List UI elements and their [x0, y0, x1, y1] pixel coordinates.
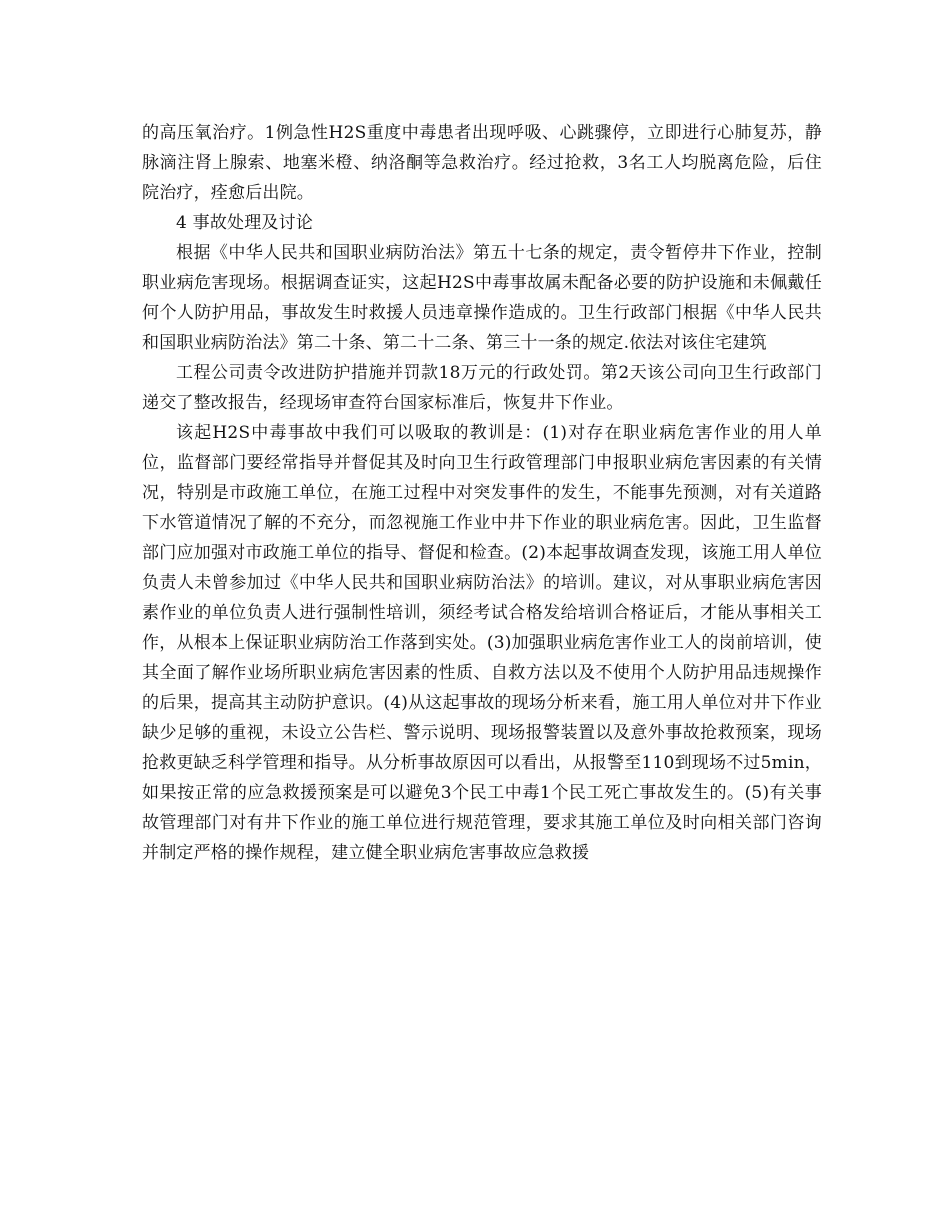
- paragraph-legal-basis: 根据《中华人民共和国职业病防治法》第五十七条的规定，责令暂停井下作业，控制职业病危害现场。根据调查证实，这起H2S中毒事故属未配备必要的防护设施和未佩戴任何个人防护用品，事故发生时救援人员违章操作造成的。卫生行政部门根据《中华人民共和国职业病防治法》第二十条、第二十二条、第三十一条的规定.依法对该住宅建筑: [142, 243, 822, 353]
- paragraph-penalty: 工程公司责令改进防护措施并罚款18万元的行政处罚。第2天该公司向卫生行政部门递交了整改报告，经现场审查符台国家标准后，恢复井下作业。: [142, 363, 822, 413]
- paragraph-treatment-continuation: 的高压氧治疗。1例急性H2S重度中毒患者出现呼吸、心跳骤停，立即进行心肺复苏，静脉滴注肾上腺索、地塞米橙、纳洛酮等急救治疗。经过抢救，3名工人均脱离危险，后住院治疗，痊愈后出院。: [142, 123, 822, 203]
- document-body: [142, 118, 822, 868]
- paragraph-lessons: 该起H2S中毒事故中我们可以吸取的教训是：(1)对存在职业病危害作业的用人单位，监督部门要经常指导并督促其及时向卫生行政管理部门申报职业病危害因素的有关情况，特别是市政施工单位，在施工过程中对突发事件的发生，不能事先预测，对有关道路下水管道情况了解的不充分，而忽视施工作业中井下作业的职业病危害。因此，卫生监督部门应加强对市政施工单位的指导、督促和检查。(2)本起事故调查发现，该施工用人单位负责人未曾参加过《中华人民共和国职业病防治法》的培训。建议，对从事职业病危害因素作业的单位负责人进行强制性培训，须经考试合格发给培训合格证后，才能从事相关工作，从根本上保证职业病防治工作落到实处。(3)加强职业病危害作业工人的岗前培训，使其全面了解作业场所职业病危害因素的性质、自救方法以及不使用个人防护用品违规操作的后果，提高其主动防护意识。(4)从这起事故的现场分析来看，施工用人单位对井下作业缺少足够的重视，未设立公告栏、警示说明、现场报警装置以及意外事故抢救预案，现场抢救更缺乏科学管理和指导。从分析事故原因可以看出，从报警至110到现场不过5min，如果按正常的应急救援预案是可以避免3个民工中毒1个民工死亡事故发生的。(5)有关事故管理部门对有井下作业的施工单位进行规范管理，要求其施工单位及时向相关部门咨询并制定严格的操作规程，建立健全职业病危害事故应急救援: [142, 423, 822, 863]
- section-heading-accident-handling: 4 事故处理及讨论: [176, 213, 314, 233]
